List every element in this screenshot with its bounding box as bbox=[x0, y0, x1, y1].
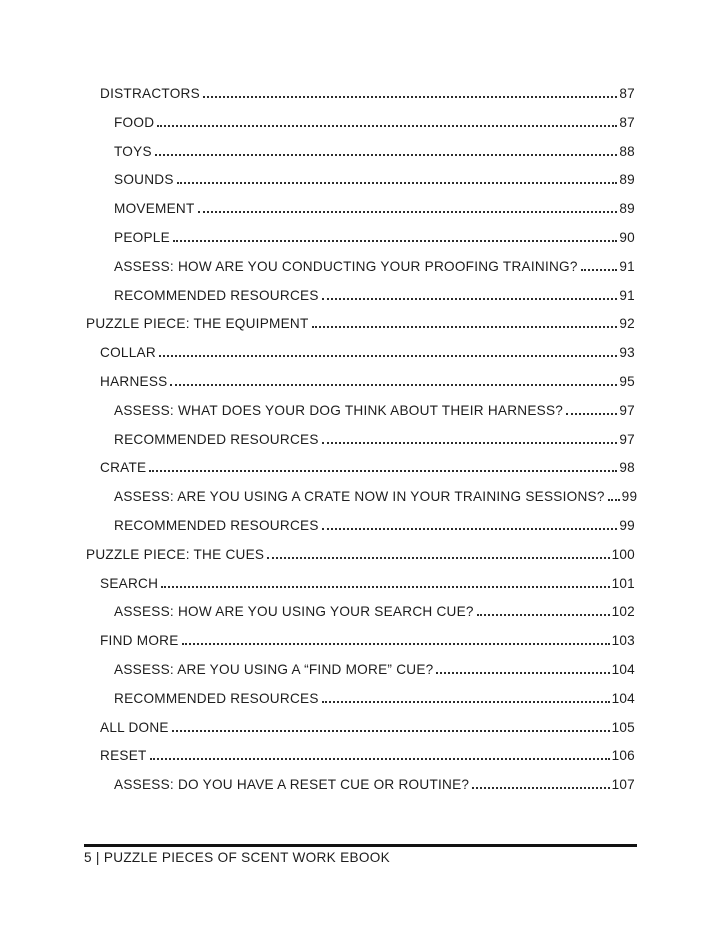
toc-entry-label: ASSESS: WHAT DOES YOUR DOG THINK ABOUT THEIR HARNESS? bbox=[114, 402, 564, 418]
toc-entry-label: RECOMMENDED RESOURCES bbox=[114, 431, 319, 447]
toc-entry-page-number: 107 bbox=[611, 777, 635, 793]
toc-entry[interactable] bbox=[86, 224, 635, 253]
toc-entry[interactable] bbox=[86, 80, 635, 109]
toc-entry-label: PEOPLE bbox=[114, 229, 170, 245]
toc-entry-label: PUZZLE PIECE: THE CUES bbox=[86, 546, 265, 562]
toc-entry[interactable] bbox=[86, 512, 635, 541]
dot-leader bbox=[267, 557, 609, 559]
toc-entry-page-number: 91 bbox=[619, 258, 635, 274]
dot-leader bbox=[159, 355, 617, 357]
toc-entry-label: ASSESS: DO YOU HAVE A RESET CUE OR ROUTINE? bbox=[114, 777, 470, 793]
footer-text: 5 | PUZZLE PIECES OF SCENT WORK EBOOK bbox=[84, 850, 390, 865]
toc-entry[interactable] bbox=[86, 714, 635, 743]
toc-entry-label: CRATE bbox=[100, 460, 147, 476]
toc-entry-page-number: 99 bbox=[619, 517, 635, 533]
toc-entry[interactable] bbox=[86, 282, 635, 311]
toc-entry-page-number: 102 bbox=[611, 604, 635, 620]
dot-leader bbox=[322, 442, 618, 444]
toc-entry-label: RECOMMENDED RESOURCES bbox=[114, 287, 319, 303]
toc-entry-page-number: 105 bbox=[611, 719, 635, 735]
toc-entry-page-number: 99 bbox=[621, 489, 638, 505]
toc-entry-page-number: 92 bbox=[619, 316, 635, 332]
toc-entry[interactable] bbox=[86, 454, 635, 483]
toc-entry-page-number: 95 bbox=[619, 373, 635, 389]
toc-entry-page-number: 104 bbox=[611, 661, 635, 677]
toc-entry-label: RESET bbox=[100, 748, 147, 764]
toc-entry-page-number: 91 bbox=[619, 287, 635, 303]
toc-entry-page-number: 106 bbox=[611, 748, 635, 764]
dot-leader bbox=[312, 326, 618, 328]
table-of-contents bbox=[86, 80, 638, 800]
toc-entry-label: FOOD bbox=[114, 114, 155, 130]
dot-leader bbox=[173, 240, 617, 242]
toc-entry-page-number: 97 bbox=[619, 431, 635, 447]
dot-leader bbox=[170, 384, 617, 386]
dot-leader bbox=[581, 269, 618, 271]
toc-entry[interactable] bbox=[86, 771, 635, 800]
toc-entry-label: RECOMMENDED RESOURCES bbox=[114, 517, 319, 533]
dot-leader bbox=[161, 586, 609, 588]
dot-leader bbox=[322, 701, 610, 703]
toc-entry-label: FIND MORE bbox=[100, 633, 179, 649]
toc-entry-page-number: 93 bbox=[619, 345, 635, 361]
toc-entry-page-number: 87 bbox=[619, 86, 635, 101]
toc-entry[interactable] bbox=[86, 742, 635, 771]
toc-entry[interactable] bbox=[86, 541, 635, 570]
dot-leader bbox=[477, 614, 610, 616]
dot-leader bbox=[472, 787, 609, 789]
dot-leader bbox=[608, 499, 620, 501]
toc-entry-label: RECOMMENDED RESOURCES bbox=[114, 690, 319, 706]
toc-entry-label: SOUNDS bbox=[114, 172, 174, 188]
toc-entry-page-number: 89 bbox=[619, 172, 635, 188]
toc-entry[interactable] bbox=[86, 483, 638, 512]
dot-leader bbox=[149, 470, 617, 472]
footer-rule bbox=[84, 844, 637, 847]
toc-entry-page-number: 104 bbox=[611, 690, 635, 706]
toc-entry[interactable] bbox=[86, 426, 635, 455]
dot-leader bbox=[198, 211, 618, 213]
toc-entry[interactable] bbox=[86, 195, 635, 224]
toc-entry-label: ASSESS: HOW ARE YOU CONDUCTING YOUR PROOFING TRAINING? bbox=[114, 258, 578, 274]
dot-leader bbox=[203, 96, 617, 98]
dot-leader bbox=[150, 758, 610, 760]
dot-leader bbox=[157, 125, 617, 127]
toc-entry-page-number: 101 bbox=[611, 575, 635, 591]
toc-entry-page-number: 100 bbox=[611, 546, 635, 562]
dot-leader bbox=[566, 413, 617, 415]
toc-entry-label: ALL DONE bbox=[100, 719, 169, 735]
toc-entry-label: MOVEMENT bbox=[114, 201, 195, 217]
toc-entry-label: PUZZLE PIECE: THE EQUIPMENT bbox=[86, 316, 309, 332]
toc-entry[interactable] bbox=[86, 397, 635, 426]
toc-entry[interactable] bbox=[86, 368, 635, 397]
toc-entry[interactable] bbox=[86, 656, 635, 685]
toc-entry[interactable] bbox=[86, 598, 635, 627]
toc-entry-label: COLLAR bbox=[100, 345, 156, 361]
toc-entry[interactable] bbox=[86, 339, 635, 368]
toc-entry-page-number: 87 bbox=[619, 114, 635, 130]
toc-entry[interactable] bbox=[86, 138, 635, 167]
toc-entry-page-number: 103 bbox=[611, 633, 635, 649]
dot-leader bbox=[177, 182, 618, 184]
toc-entry[interactable] bbox=[86, 627, 635, 656]
toc-entry-page-number: 88 bbox=[619, 143, 635, 159]
toc-entry-page-number: 98 bbox=[619, 460, 635, 476]
toc-entry-page-number: 90 bbox=[619, 229, 635, 245]
toc-entry[interactable] bbox=[86, 109, 635, 138]
toc-entry-label: ASSESS: ARE YOU USING A “FIND MORE” CUE? bbox=[114, 661, 434, 677]
toc-entry-label: ASSESS: ARE YOU USING A CRATE NOW IN YOUR TRAINING SESSIONS? bbox=[114, 489, 605, 505]
toc-entry-label: DISTRACTORS bbox=[100, 86, 200, 101]
dot-leader bbox=[322, 528, 618, 530]
dot-leader bbox=[155, 154, 618, 156]
toc-entry[interactable] bbox=[86, 685, 635, 714]
toc-entry-label: ASSESS: HOW ARE YOU USING YOUR SEARCH CUE? bbox=[114, 604, 474, 620]
toc-entry-page-number: 97 bbox=[619, 402, 635, 418]
toc-entry-label: TOYS bbox=[114, 143, 152, 159]
toc-entry-page-number: 89 bbox=[619, 201, 635, 217]
dot-leader bbox=[182, 643, 610, 645]
dot-leader bbox=[322, 298, 618, 300]
toc-entry[interactable] bbox=[86, 570, 635, 599]
toc-entry-label: SEARCH bbox=[100, 575, 159, 591]
toc-entry[interactable] bbox=[86, 253, 635, 282]
dot-leader bbox=[436, 672, 609, 674]
toc-entry[interactable] bbox=[86, 166, 635, 195]
toc-entry[interactable] bbox=[86, 310, 635, 339]
dot-leader bbox=[172, 730, 610, 732]
toc-entry-label: HARNESS bbox=[100, 373, 168, 389]
